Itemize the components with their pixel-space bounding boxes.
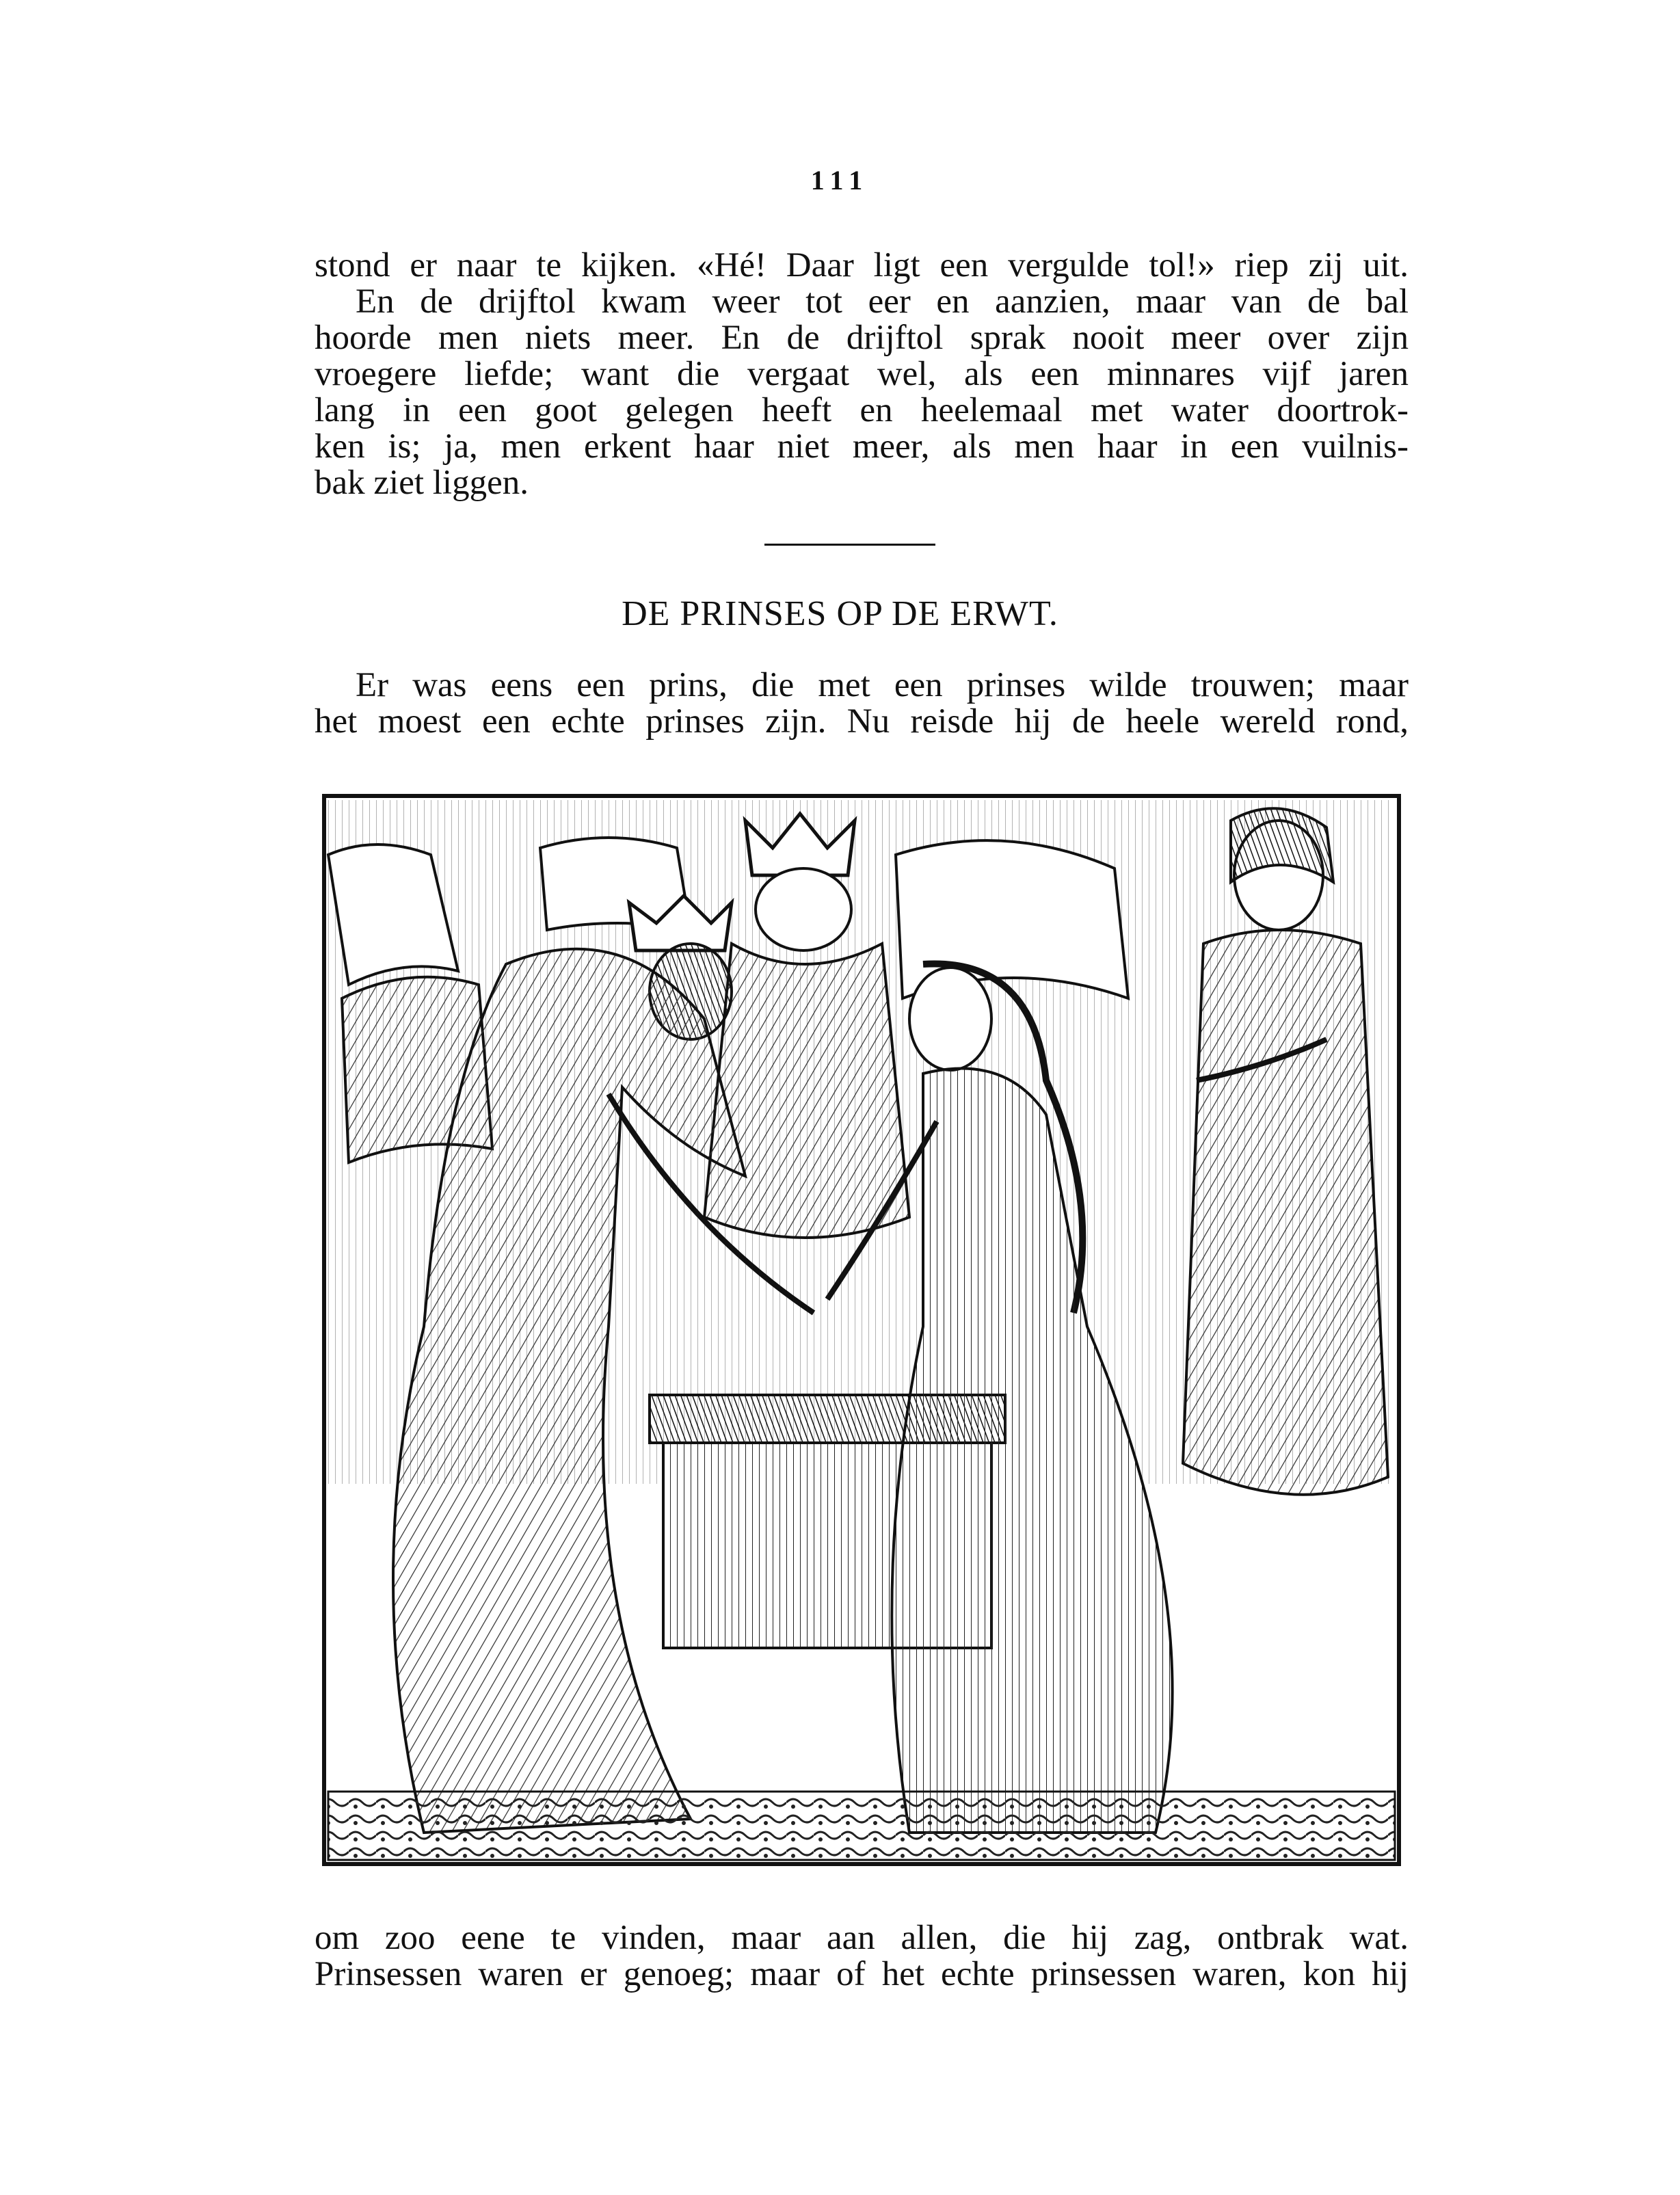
story-intro [315,667,1409,740]
text-line: vroegere liefde; want die vergaat wel, als een minnares vijf jaren [315,355,1409,393]
text-line: ken is; ja, men erkent haar niet meer, als men haar in een vuilnis- [315,427,1409,466]
text-line: bak ziet liggen. [315,464,529,502]
text-line: stond er naar te kijken. «Hé! Daar ligt een vergulde tol!» riep zij uit. [315,246,1409,284]
section-divider [764,544,935,546]
page-number: 111 [810,165,870,196]
story-title: DE PRINSES OP DE ERWT. [622,594,1058,633]
top-paragraph [315,248,1409,501]
text-line: om zoo eene te vinden, maar aan allen, die hij zag, ontbrak wat. [315,1919,1409,1957]
text-line: lang in een goot gelegen heeft en heelemaal met water doortrok- [315,391,1409,429]
text-line: Er was eens een prins, die met een prinses wilde trouwen; maar [356,666,1409,704]
text-line: Prinsessen waren er genoeg; maar of het echte prinsessen waren, kon hij [315,1955,1409,1993]
text-line: En de drijftol kwam weer tot eer en aanzien, maar van de bal [356,282,1409,321]
engraving-illustration-icon [321,793,1402,1867]
story-continuation [315,1920,1409,1993]
text-line: hoorde men niets meer. En de drijftol sprak nooit meer over zijn [315,319,1409,357]
illustration [321,793,1402,1867]
text-line: het moest een echte prinses zijn. Nu reisde hij de heele wereld rond, [315,702,1409,741]
